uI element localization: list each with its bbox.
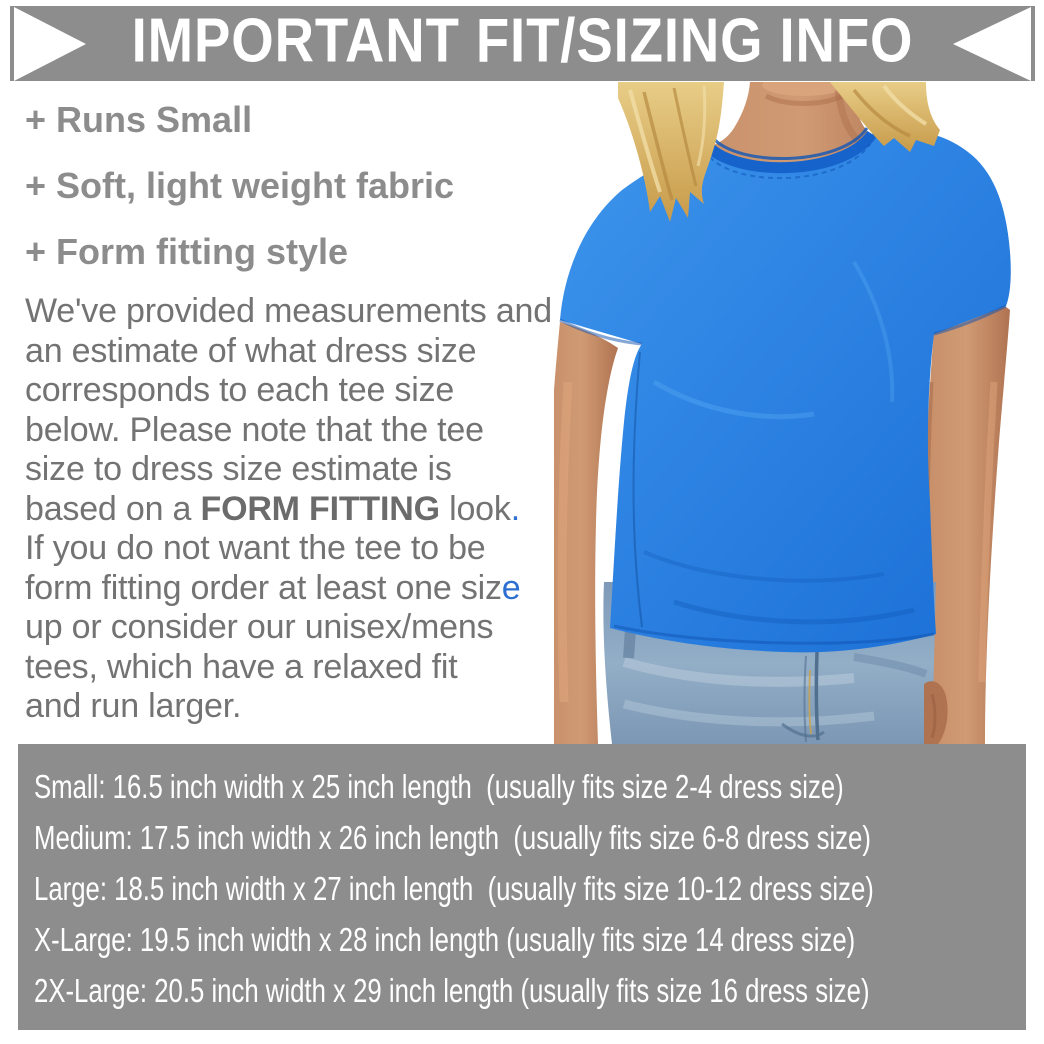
description-line: below. Please note that the tee <box>25 410 484 449</box>
blue-letter: e <box>501 568 521 607</box>
size-row-large: Large: 18.5 inch width x 27 inch length (usually fits size 10-12 dress size) <box>34 870 874 907</box>
page-title: IMPORTANT FIT/SIZING INFO <box>131 6 914 76</box>
fit-description <box>25 292 565 727</box>
description-line <box>25 569 565 609</box>
description-line <box>25 490 565 530</box>
description-text: form fitting order at least one siz <box>25 568 502 607</box>
feature-list <box>25 100 454 298</box>
description-line: an estimate of what dress size <box>25 331 477 370</box>
description-line: up or consider our unisex/mens <box>25 608 494 646</box>
size-chart <box>18 744 1026 1030</box>
size-row-2xlarge: 2X-Large: 20.5 inch width x 29 inch length (usually fits size 16 dress size) <box>34 972 870 1009</box>
feature-item-soft-fabric: + Soft, light weight fabric <box>25 165 455 206</box>
blue-period: . <box>510 489 520 528</box>
feature-item-runs-small: + Runs Small <box>25 99 253 140</box>
description-line: tees, which have a relaxed fit <box>25 647 458 686</box>
feature-item-form-fitting: + Form fitting style <box>25 231 349 272</box>
description-line: If you do not want the tee to be <box>25 529 486 567</box>
size-row-medium: Medium: 17.5 inch width x 26 inch length (usually fits size 6-8 dress size) <box>34 819 871 856</box>
description-line: We've provided measurements and <box>25 292 552 330</box>
description-line: and run larger. <box>25 687 242 725</box>
model-photo <box>554 82 1044 744</box>
size-row-small: Small: 16.5 inch width x 25 inch length (usually fits size 2-4 dress size) <box>34 768 844 805</box>
title-ribbon <box>10 6 1035 81</box>
description-line: corresponds to each tee size <box>25 371 455 409</box>
description-line: size to dress size estimate is <box>25 450 452 488</box>
description-text: look <box>439 489 511 528</box>
description-text: based on a <box>25 489 201 528</box>
form-fitting-emphasis: FORM FITTING <box>200 489 440 528</box>
size-row-xlarge: X-Large: 19.5 inch width x 28 inch length (usually fits size 14 dress size) <box>34 921 856 958</box>
